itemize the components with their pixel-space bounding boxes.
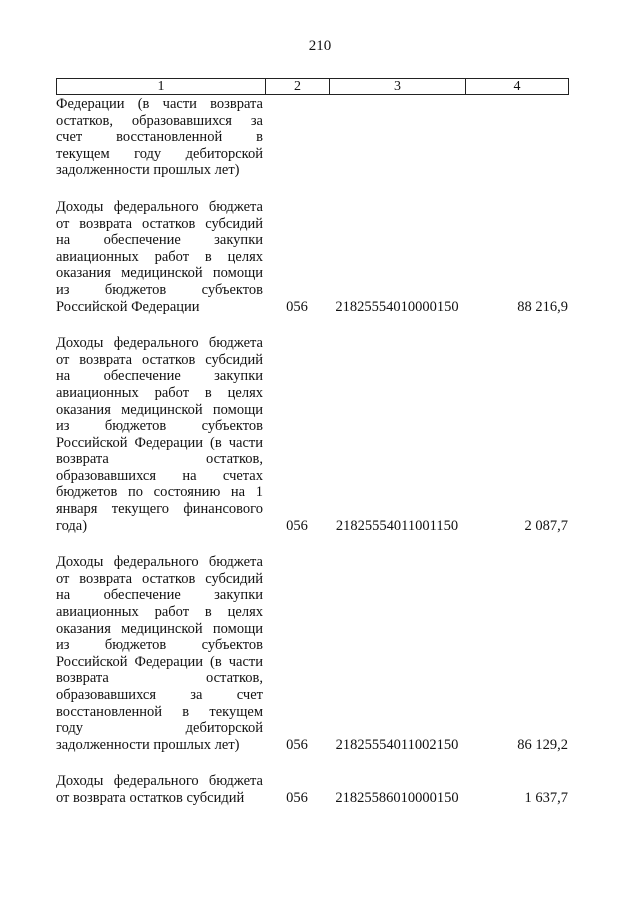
income-name-cell (56, 773, 265, 806)
row-gap (56, 753, 569, 773)
admin-code-cell: 056 (286, 736, 308, 753)
income-name-cell (56, 199, 265, 315)
income-name-line: от возврата остатков субсидий (56, 570, 263, 587)
income-name-line: на обеспечение закупки (56, 587, 263, 604)
budget-code-cell: 21825586010000150 (335, 789, 459, 806)
income-name-line: Российской Федерации (в части (56, 434, 263, 451)
admin-code-cell: 056 (286, 789, 308, 806)
amount-cell: 1 637,7 (524, 789, 568, 806)
admin-code-cell: 056 (286, 298, 308, 315)
income-name-line: образовавшихся за счет (56, 687, 263, 703)
row-gap (56, 315, 569, 335)
income-name-line: задолженности прошлых лет) (56, 736, 240, 753)
table-row (56, 773, 569, 806)
income-name-line: оказания медицинской помощи (56, 265, 263, 282)
income-name-line: счет восстановленной в (56, 129, 263, 146)
income-name-cell (56, 96, 265, 179)
income-name-line: авиационных работ в целях (56, 604, 263, 621)
income-name-line: января текущего финансового (56, 501, 263, 518)
income-name-line: из бюджетов субъектов (56, 637, 263, 654)
table-row (56, 96, 569, 179)
income-name-line: Доходы федерального бюджета (56, 335, 263, 352)
income-name-line: Российской Федерации (в части (56, 653, 263, 670)
table-header (56, 78, 569, 95)
header-col-3: 3 (330, 79, 466, 94)
income-name-line: образовавшихся на счетах (56, 467, 263, 484)
income-name-line: от возврата остатков субсидий (56, 789, 245, 806)
income-name-line: возврата остатков, (56, 451, 263, 468)
income-name-line: авиационных работ в целях (56, 248, 263, 265)
income-name-line: бюджетов по состоянию на 1 (56, 484, 263, 501)
amount-cell: 88 216,9 (517, 298, 568, 315)
table-row (56, 199, 569, 315)
income-name-line: авиационных работ в целях (56, 384, 263, 401)
income-name-line: текущем году дебиторской (56, 145, 263, 162)
income-name-line: на обеспечение закупки (56, 232, 263, 249)
income-name-cell (56, 554, 265, 753)
income-name-line: Доходы федерального бюджета (56, 773, 263, 790)
header-col-4: 4 (513, 79, 521, 94)
income-name-line: задолженности прошлых лет) (56, 162, 240, 179)
income-name-line: восстановленной в текущем (56, 703, 263, 720)
income-name-line: Российской Федерации (56, 298, 200, 315)
income-name-line: году дебиторской (56, 720, 263, 737)
page-number: 210 (308, 38, 332, 54)
income-name-line: из бюджетов субъектов (56, 281, 263, 298)
amount-cell: 2 087,7 (524, 517, 568, 534)
income-name-line: года) (56, 517, 88, 534)
budget-code-cell: 21825554011002150 (335, 736, 459, 753)
table-row (56, 335, 569, 534)
row-gap (56, 179, 569, 199)
header-col-1: 1 (57, 79, 266, 94)
row-gap (56, 534, 569, 554)
table-body (56, 96, 569, 807)
income-name-line: Доходы федерального бюджета (56, 198, 263, 215)
amount-cell: 86 129,2 (517, 736, 568, 753)
budget-code-cell: 21825554010000150 (335, 298, 459, 315)
income-name-line: из бюджетов субъектов (56, 418, 263, 435)
income-name-line: оказания медицинской помощи (56, 620, 263, 637)
table-row (56, 554, 569, 753)
header-col-2: 2 (266, 79, 330, 94)
income-name-line: Доходы федерального бюджета (56, 554, 263, 571)
income-name-line: от возврата остатков субсидий (56, 351, 263, 368)
income-name-cell (56, 335, 265, 534)
income-name-line: возврата остатков, (56, 670, 263, 687)
admin-code-cell: 056 (286, 517, 308, 534)
income-name-line: оказания медицинской помощи (56, 401, 263, 418)
income-name-line: от возврата остатков субсидий (56, 215, 263, 232)
income-name-line: на обеспечение закупки (56, 368, 263, 385)
income-name-line: Федерации (в части возврата (56, 96, 263, 112)
budget-code-cell: 21825554011001150 (335, 517, 459, 534)
income-name-line: остатков, образовавшихся за (56, 112, 263, 129)
